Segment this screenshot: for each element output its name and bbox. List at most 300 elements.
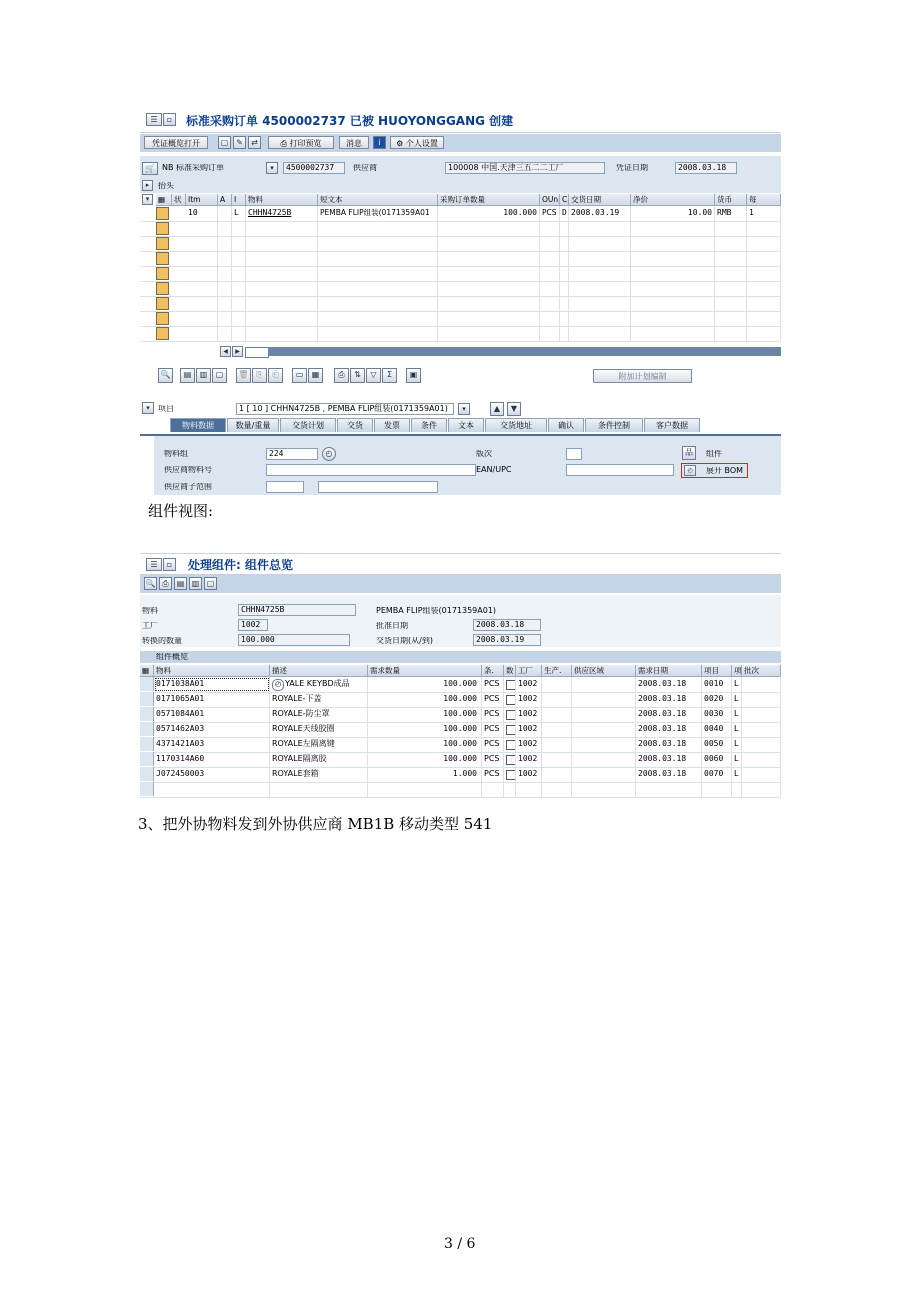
cell-i[interactable] <box>232 281 246 296</box>
table-row[interactable] <box>140 221 781 237</box>
col2-batch: 批次 <box>742 665 781 676</box>
col-short-text: 短文本 <box>318 194 438 205</box>
component-icon[interactable]: 品 <box>682 446 696 460</box>
cell-prod <box>542 692 572 707</box>
item-dropdown-icon[interactable]: ▾ <box>458 403 470 415</box>
cell-chk[interactable] <box>504 722 516 737</box>
cell-unit: PCS <box>482 767 504 782</box>
details-icon[interactable]: 🔍 <box>158 368 173 383</box>
material-label-2: 物料 <box>142 607 158 615</box>
cell-qty: 100.000 <box>368 737 482 752</box>
cell-per[interactable]: 1 <box>747 206 781 221</box>
cell-chk[interactable] <box>504 767 516 782</box>
cell-qty[interactable] <box>438 266 540 281</box>
tab-delivery[interactable]: 交货 <box>337 418 373 432</box>
table-row[interactable] <box>140 326 781 342</box>
copy-icon[interactable]: ⎘ <box>252 368 267 383</box>
cell-currency[interactable] <box>715 326 747 341</box>
cell-currency[interactable] <box>715 281 747 296</box>
cell-prod <box>542 677 572 692</box>
delete-icon[interactable]: 🗑 <box>236 368 251 383</box>
cell-per[interactable] <box>747 251 781 266</box>
table-row[interactable] <box>140 767 781 783</box>
row-selector[interactable] <box>140 677 154 691</box>
cell-chk[interactable] <box>504 692 516 707</box>
cell-batch <box>742 707 781 722</box>
tab-conditions[interactable]: 条件 <box>411 418 447 432</box>
cell-qty: 100.000 <box>368 752 482 767</box>
paste-icon[interactable]: ⎗ <box>268 368 283 383</box>
cell-delivery[interactable] <box>569 281 631 296</box>
vendor-field[interactable]: 100008 中国.天津三五二二工厂 <box>445 162 605 174</box>
cell-cat: L <box>732 692 742 707</box>
cell-desc: ROYALE左隔离键 <box>270 737 368 752</box>
tab-texts[interactable]: 文本 <box>448 418 484 432</box>
checkbox[interactable] <box>506 770 516 780</box>
cell-i[interactable] <box>232 311 246 326</box>
cell-oun[interactable] <box>540 266 560 281</box>
cell-qty: 1.000 <box>368 767 482 782</box>
row-selector[interactable] <box>156 297 169 310</box>
cell-material[interactable] <box>246 236 318 251</box>
cell-delivery[interactable] <box>569 311 631 326</box>
page-title-2: 处理组件: 组件总览 <box>188 559 293 571</box>
cell-currency[interactable] <box>715 236 747 251</box>
cell-area <box>572 767 636 782</box>
tab-customer-data[interactable]: 客户数据 <box>644 418 700 432</box>
cell-qty[interactable] <box>438 326 540 341</box>
row-selector[interactable] <box>140 767 154 781</box>
cell-price[interactable] <box>631 251 715 266</box>
cell-chk[interactable] <box>504 782 516 797</box>
cell-short-text[interactable] <box>318 311 438 326</box>
menu-icon-2[interactable]: ☰ <box>146 558 162 571</box>
cell-a[interactable] <box>218 236 232 251</box>
cell-item: 0060 <box>702 752 732 767</box>
cell-desc: ROYALE-下盖 <box>270 692 368 707</box>
cell-batch <box>742 752 781 767</box>
cell-chk[interactable] <box>504 677 516 692</box>
item-next-icon[interactable]: ▼ <box>507 402 521 416</box>
cell-desc: ROYALE套箱 <box>270 767 368 782</box>
cell-currency[interactable] <box>715 266 747 281</box>
header-expand-icon[interactable]: ▸ <box>142 180 153 191</box>
cell-per[interactable] <box>747 221 781 236</box>
cell-delivery[interactable] <box>569 266 631 281</box>
cell-a[interactable] <box>218 326 232 341</box>
cell-per[interactable] <box>747 236 781 251</box>
explode-bom-button[interactable]: 展开 BOM <box>706 467 744 475</box>
header-area <box>140 156 781 180</box>
row-selector[interactable] <box>156 237 169 250</box>
item-select-field[interactable]: 1 [ 10 ] CHHN4725B , PEMBA FLIP组装(0171359A01) <box>236 403 454 415</box>
cell-qty[interactable] <box>438 311 540 326</box>
explode-bom-icon[interactable]: ◴ <box>684 465 696 476</box>
cell-i[interactable] <box>232 221 246 236</box>
cell-area <box>572 737 636 752</box>
application-toolbar <box>140 134 781 152</box>
col2-select-all[interactable]: ▦ <box>140 665 154 676</box>
cell-material[interactable] <box>246 266 318 281</box>
checkbox[interactable] <box>506 680 516 690</box>
cell-qty <box>368 782 482 797</box>
row-selector[interactable] <box>156 312 169 325</box>
cell-desc: ROYALE天线胶圈 <box>270 722 368 737</box>
cell-i[interactable] <box>232 251 246 266</box>
cell-material[interactable] <box>246 296 318 311</box>
cell-per[interactable] <box>747 266 781 281</box>
search-help-icon[interactable]: ◴ <box>272 679 284 691</box>
select-block-icon-2[interactable]: ▥ <box>189 577 202 590</box>
page-title: 标准采购订单 4500002737 已被 HUOYONGGANG 创建 <box>186 115 514 127</box>
doc-date-field[interactable]: 2008.03.18 <box>675 162 737 174</box>
material-group-field[interactable]: 224 <box>266 448 318 460</box>
tab-invoice[interactable]: 发票 <box>374 418 410 432</box>
cell-per[interactable] <box>747 296 781 311</box>
table-row[interactable] <box>140 311 781 327</box>
search-help-icon[interactable]: ◴ <box>322 447 336 461</box>
cell-prod <box>542 752 572 767</box>
item-rows <box>156 206 781 356</box>
cell-batch <box>742 767 781 782</box>
deselect-all-icon[interactable]: ▥ <box>196 368 211 383</box>
cell-batch <box>742 737 781 752</box>
items-toggle-icon[interactable]: ▾ <box>142 194 153 205</box>
cell-delivery[interactable]: 2008.03.19 <box>569 206 631 221</box>
personal-settings-button[interactable] <box>390 136 444 149</box>
cell-itm[interactable]: 10 <box>186 206 218 221</box>
cell-price[interactable]: 10.00 <box>631 206 715 221</box>
cell-i[interactable] <box>232 326 246 341</box>
print-preview-button[interactable] <box>268 136 334 149</box>
row-selector[interactable] <box>156 327 169 340</box>
cell-chk[interactable] <box>504 737 516 752</box>
row-selector[interactable] <box>156 207 169 220</box>
cell-material[interactable] <box>246 281 318 296</box>
cell-oun[interactable] <box>540 326 560 341</box>
col2-req-qty: 需求数量 <box>368 665 482 676</box>
cell-i[interactable]: L <box>232 206 246 221</box>
table-row[interactable] <box>140 692 781 708</box>
scroll-right-icon[interactable]: ▶ <box>232 346 243 357</box>
cell-i[interactable] <box>232 296 246 311</box>
cell-date <box>636 782 702 797</box>
row-selector[interactable] <box>156 252 169 265</box>
doc-type-dropdown-icon[interactable]: ▾ <box>266 162 278 174</box>
tab-confirmations[interactable]: 确认 <box>548 418 584 432</box>
print-preview-label: 打印预览 <box>289 139 322 148</box>
cell-currency[interactable] <box>715 221 747 236</box>
deselect-icon-2[interactable]: ▢ <box>204 577 217 590</box>
add-line-icon[interactable]: ▭ <box>292 368 307 383</box>
checkbox[interactable] <box>506 725 516 735</box>
cell-a[interactable] <box>218 311 232 326</box>
cell-itm[interactable] <box>186 236 218 251</box>
item-prev-icon[interactable]: ▲ <box>490 402 504 416</box>
version-field[interactable] <box>566 448 582 460</box>
cell-oun[interactable] <box>540 281 560 296</box>
tab-condition-control[interactable]: 条件控制 <box>585 418 643 432</box>
table-row[interactable] <box>140 251 781 267</box>
cell-c[interactable] <box>560 326 569 341</box>
select-all-icon-2[interactable]: ▤ <box>174 577 187 590</box>
plant-label-2: 工厂 <box>142 622 158 630</box>
additional-planning-button[interactable]: 附加计划编制 <box>593 369 692 383</box>
row-selector[interactable] <box>140 752 154 766</box>
cell-qty[interactable] <box>438 221 540 236</box>
table-row[interactable] <box>140 236 781 252</box>
cell-short-text[interactable] <box>318 281 438 296</box>
cell-qty[interactable] <box>438 281 540 296</box>
row-selector[interactable] <box>140 707 154 721</box>
table-row[interactable] <box>140 737 781 753</box>
edit-icon[interactable]: ✎ <box>233 136 246 149</box>
block-icon[interactable]: ▢ <box>212 368 227 383</box>
col-delivery: 交货日期 <box>569 194 631 205</box>
info-icon[interactable]: i <box>373 136 386 149</box>
row-selector[interactable] <box>156 282 169 295</box>
table-row[interactable] <box>140 707 781 723</box>
cell-chk[interactable] <box>504 752 516 767</box>
cell-c[interactable] <box>560 221 569 236</box>
cell-price[interactable] <box>631 266 715 281</box>
cell-short-text[interactable] <box>318 266 438 281</box>
display-change-icon[interactable]: ⇄ <box>248 136 261 149</box>
cell-qty[interactable] <box>438 296 540 311</box>
cell-a[interactable] <box>218 266 232 281</box>
horizontal-scrollbar[interactable] <box>220 346 781 357</box>
row-selector[interactable] <box>140 782 154 796</box>
po-number-field[interactable]: 4500002737 <box>283 162 345 174</box>
tab-material-data[interactable]: 物料数据 <box>170 418 226 432</box>
scroll-left-icon[interactable]: ◀ <box>220 346 231 357</box>
vendor-subrange-field[interactable] <box>266 481 304 493</box>
cell-a[interactable] <box>218 251 232 266</box>
cell-price[interactable] <box>631 281 715 296</box>
item-label: 项目 <box>158 405 174 413</box>
row-selector[interactable] <box>140 692 154 706</box>
cell-unit: PCS <box>482 677 504 692</box>
row-selector[interactable] <box>156 222 169 235</box>
checkbox[interactable] <box>506 710 516 720</box>
cell-oun[interactable] <box>540 251 560 266</box>
cell-a[interactable] <box>218 281 232 296</box>
header-toggle[interactable] <box>140 180 781 193</box>
cell-cat: L <box>732 722 742 737</box>
checkbox[interactable] <box>506 755 516 765</box>
material-field-2[interactable]: CHHN4725B <box>238 604 356 616</box>
cell-oun[interactable] <box>540 296 560 311</box>
ean-field[interactable] <box>566 464 674 476</box>
cell-chk[interactable] <box>504 707 516 722</box>
cell-prod <box>542 707 572 722</box>
cell-material: 0171065A01 <box>154 692 270 707</box>
cell-short-text[interactable]: PEMBA FLIP组装(0171359A01 <box>318 206 438 221</box>
col-material: 物料 <box>246 194 318 205</box>
new-doc-icon[interactable]: ▢ <box>218 136 231 149</box>
cell-material[interactable] <box>246 221 318 236</box>
overview-button[interactable]: 凭证概览打开 <box>144 136 208 149</box>
cell-c[interactable] <box>560 266 569 281</box>
cell-c[interactable] <box>560 281 569 296</box>
cell-c[interactable] <box>560 296 569 311</box>
tab-delivery-schedule[interactable]: 交货计划 <box>280 418 336 432</box>
table-row[interactable] <box>140 206 781 222</box>
cell-oun[interactable] <box>540 236 560 251</box>
window-icon[interactable]: ▫ <box>163 113 176 126</box>
cell-a[interactable] <box>218 206 232 221</box>
cell-area <box>572 707 636 722</box>
cell-a[interactable] <box>218 221 232 236</box>
cell-short-text[interactable] <box>318 326 438 341</box>
cell-price[interactable] <box>631 221 715 236</box>
cell-oun[interactable]: PCS <box>540 206 560 221</box>
cell-material[interactable] <box>246 311 318 326</box>
tab-quantity-weight[interactable]: 数量/重量 <box>227 418 279 432</box>
cell-date: 2008.03.18 <box>636 677 702 692</box>
title-bar <box>140 108 781 133</box>
cell-c[interactable] <box>560 311 569 326</box>
col-po-qty: 采购订单数量 <box>438 194 540 205</box>
col2-item-cat: 条. <box>482 665 504 676</box>
cell-price[interactable] <box>631 326 715 341</box>
filter-icon[interactable]: ▽ <box>366 368 381 383</box>
cell-itm[interactable] <box>186 296 218 311</box>
component-grid-header <box>140 665 781 677</box>
table-row[interactable] <box>140 296 781 312</box>
cell-currency[interactable] <box>715 311 747 326</box>
plant-field-2[interactable]: 1002 <box>238 619 268 631</box>
sum-icon[interactable]: Σ <box>382 368 397 383</box>
cell-delivery[interactable] <box>569 326 631 341</box>
table-row[interactable] <box>140 266 781 282</box>
cell-unit <box>482 782 504 797</box>
checkbox[interactable] <box>506 695 516 705</box>
row-selector[interactable] <box>156 267 169 280</box>
row-selector[interactable] <box>140 737 154 751</box>
layout-icon[interactable]: ▣ <box>406 368 421 383</box>
cell-price[interactable] <box>631 311 715 326</box>
details-icon-2[interactable]: 🔍 <box>145 579 156 588</box>
col-select-all[interactable]: ▦ <box>156 194 172 205</box>
item-section-icon[interactable]: ▾ <box>142 402 154 414</box>
col2-req-date: 需求日期 <box>636 665 702 676</box>
select-all-icon[interactable]: ▤ <box>180 368 195 383</box>
cell-material[interactable] <box>246 251 318 266</box>
cell-price[interactable] <box>631 296 715 311</box>
cell-qty[interactable] <box>438 251 540 266</box>
cell-unit: PCS <box>482 692 504 707</box>
cell-itm[interactable] <box>186 311 218 326</box>
cell-short-text[interactable] <box>318 296 438 311</box>
print-icon-2[interactable]: ⎙ <box>159 577 172 590</box>
cell-short-text[interactable] <box>318 221 438 236</box>
cell-i[interactable] <box>232 236 246 251</box>
cell-currency[interactable]: RMB <box>715 206 747 221</box>
cell-qty[interactable] <box>438 236 540 251</box>
cell-delivery[interactable] <box>569 221 631 236</box>
cell-area <box>572 692 636 707</box>
print-icon: ⎙ <box>280 139 290 148</box>
cell-oun[interactable] <box>540 221 560 236</box>
cell-short-text[interactable] <box>318 236 438 251</box>
cell-itm[interactable] <box>186 281 218 296</box>
scroll-track[interactable] <box>268 347 781 356</box>
cell-material: J072450003 <box>154 767 270 782</box>
cell-a[interactable] <box>218 296 232 311</box>
window-icon-2[interactable]: ▫ <box>163 558 176 571</box>
cell-desc <box>270 677 368 692</box>
menu-icon[interactable]: ☰ <box>146 113 162 126</box>
table-row[interactable] <box>140 281 781 297</box>
messages-button[interactable]: 消息 <box>339 136 369 149</box>
cell-unit: PCS <box>482 737 504 752</box>
cell-c[interactable]: D <box>560 206 569 221</box>
table-row[interactable] <box>140 752 781 768</box>
cell-material: 0571084A01 <box>154 707 270 722</box>
col2-item-short: 项 <box>734 666 742 675</box>
cell-per[interactable] <box>747 281 781 296</box>
cell-currency[interactable] <box>715 296 747 311</box>
item-tabs <box>140 418 781 436</box>
cell-currency[interactable] <box>715 251 747 266</box>
cell-price[interactable] <box>631 236 715 251</box>
cell-itm[interactable] <box>186 251 218 266</box>
cell-short-text[interactable] <box>318 251 438 266</box>
table-row[interactable] <box>140 782 781 798</box>
cell-c[interactable] <box>560 236 569 251</box>
cell-material[interactable]: CHHN4725B <box>246 206 318 221</box>
table-row[interactable] <box>140 677 781 693</box>
col-a: A <box>218 194 232 205</box>
cell-itm[interactable] <box>186 326 218 341</box>
cell-per[interactable] <box>747 311 781 326</box>
cell-per[interactable] <box>747 326 781 341</box>
cell-oun[interactable] <box>540 311 560 326</box>
converted-qty-field[interactable]: 100.000 <box>238 634 350 646</box>
cell-delivery[interactable] <box>569 251 631 266</box>
delivery-range-field[interactable]: 2008.03.19 <box>473 634 541 646</box>
sort-icon[interactable]: ⇅ <box>350 368 365 383</box>
cell-desc: ROYALE-防尘罩 <box>270 707 368 722</box>
vendor-subrange-label: 供应商子范围 <box>164 483 212 491</box>
cell-delivery[interactable] <box>569 296 631 311</box>
row-selector[interactable] <box>140 722 154 736</box>
cell-item: 0050 <box>702 737 732 752</box>
checkbox[interactable] <box>506 740 516 750</box>
cell-plant: 1002 <box>516 737 542 752</box>
cell-itm[interactable] <box>186 266 218 281</box>
scroll-thumb[interactable] <box>245 347 269 358</box>
vendor-material-field[interactable] <box>266 464 476 476</box>
cell-qty[interactable]: 100.000 <box>438 206 540 221</box>
approval-date-field[interactable]: 2008.03.18 <box>473 619 541 631</box>
cell-desc <box>270 782 368 797</box>
cell-delivery[interactable] <box>569 236 631 251</box>
tab-delivery-address[interactable]: 交货地址 <box>485 418 547 432</box>
cell-i[interactable] <box>232 266 246 281</box>
print-list-icon[interactable]: ⎙ <box>334 368 349 383</box>
table-row[interactable] <box>140 722 781 738</box>
cell-plant: 1002 <box>516 767 542 782</box>
cell-cat: L <box>732 677 742 692</box>
cell-qty: 100.000 <box>368 677 482 692</box>
cell-c[interactable] <box>560 251 569 266</box>
cell-itm[interactable] <box>186 221 218 236</box>
cell-material[interactable] <box>246 326 318 341</box>
table-icon[interactable]: ▦ <box>308 368 323 383</box>
cell-date: 2008.03.18 <box>636 707 702 722</box>
